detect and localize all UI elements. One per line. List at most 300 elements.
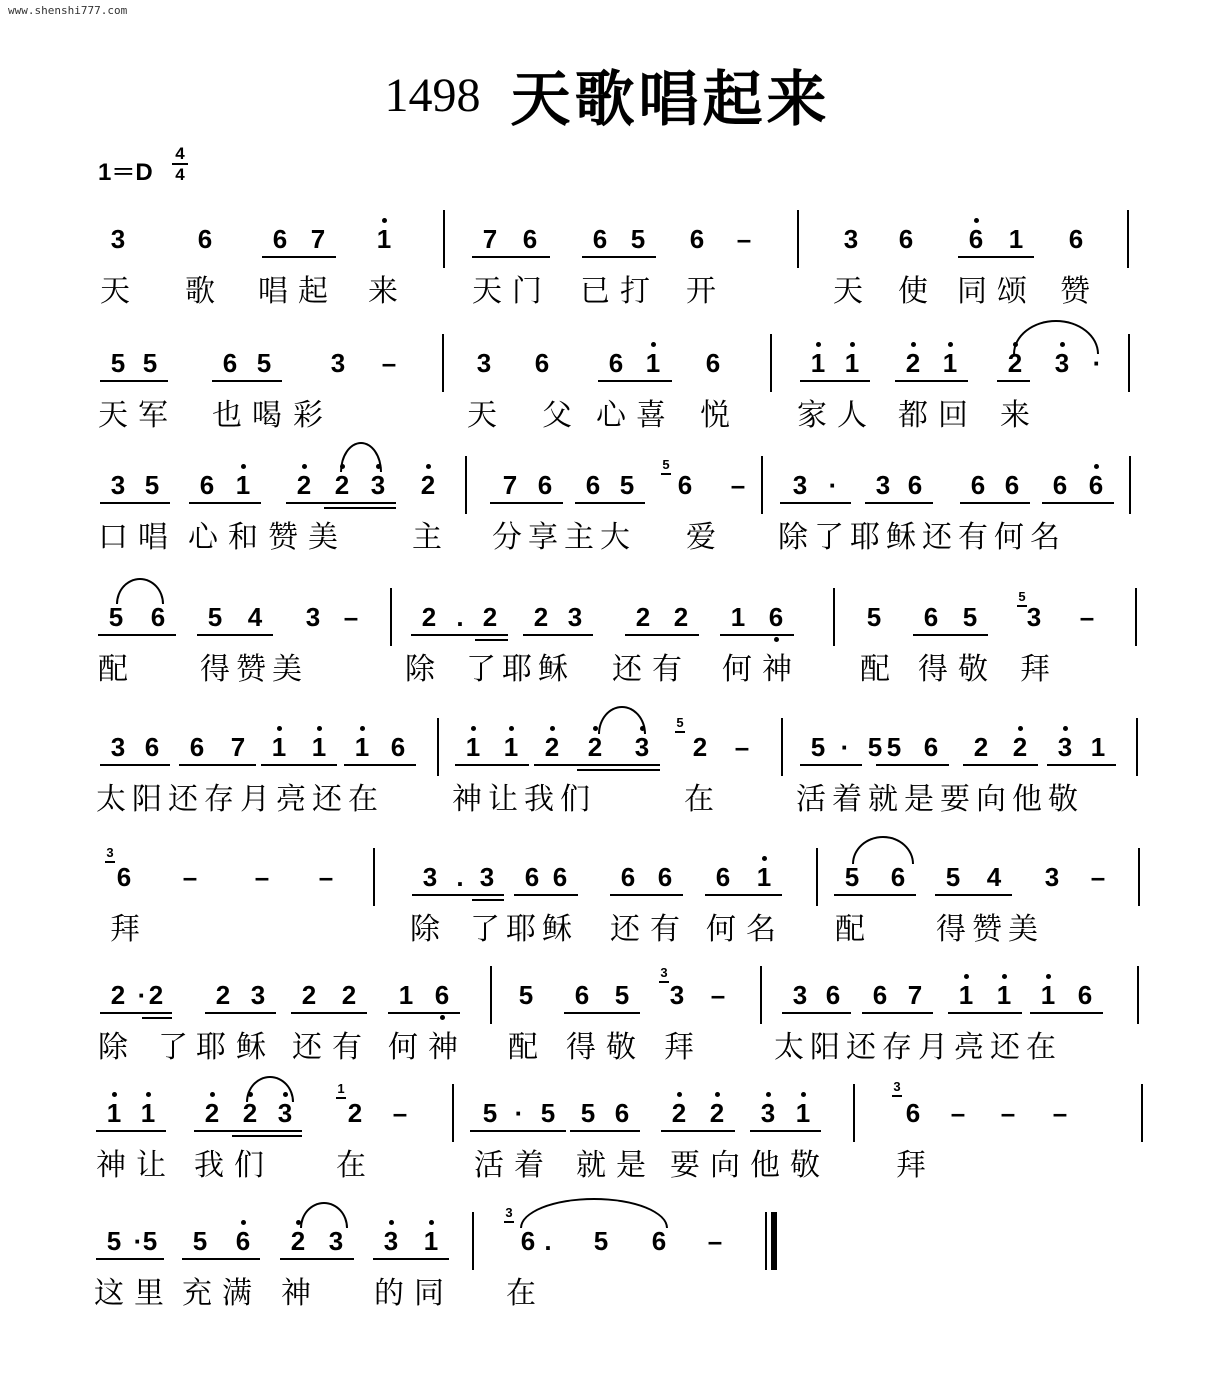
note: 1: [94, 1098, 134, 1128]
note: 5: [518, 980, 534, 1010]
lyrics-row: [0, 1276, 1215, 1316]
beam-line: [96, 1258, 164, 1260]
lyric: 来: [368, 274, 398, 309]
lyric: 除: [405, 652, 435, 687]
grace-note: 3: [891, 1080, 903, 1093]
note: –: [707, 1226, 723, 1256]
note: 5: [630, 224, 646, 254]
note: 6: [890, 862, 906, 892]
beam-line: [865, 502, 933, 504]
note: 2: [110, 980, 126, 1010]
note: 2: [322, 470, 362, 500]
note: ·: [133, 1226, 143, 1256]
barline: [760, 966, 762, 1024]
note: .: [544, 1226, 552, 1256]
beam-line: [750, 1130, 821, 1132]
beam-line: [232, 1135, 302, 1137]
note: –: [950, 1098, 966, 1128]
beam-line: [412, 894, 504, 896]
barline: [443, 210, 445, 268]
note: 3: [1026, 602, 1042, 632]
lyric: 心和: [188, 520, 268, 555]
lyrics-row: [0, 652, 1215, 692]
note: 1: [744, 862, 784, 892]
note: –: [392, 1098, 408, 1128]
lyric: 主: [412, 520, 442, 555]
note: 5: [142, 1226, 158, 1256]
lyric: 来: [1000, 398, 1030, 433]
note: 6: [199, 470, 215, 500]
note: 5: [614, 980, 630, 1010]
lyrics-row: [0, 1148, 1215, 1188]
lyric: 神让我们: [452, 782, 596, 817]
beam-line: [100, 764, 170, 766]
note: 1: [946, 980, 986, 1010]
slur-arc: [520, 1198, 668, 1228]
note: –: [1090, 862, 1106, 892]
note: 3: [305, 602, 321, 632]
beam-line: [1042, 502, 1114, 504]
note: 1: [1028, 980, 1068, 1010]
lyric: 已打: [580, 274, 660, 309]
lyric: 都回: [898, 398, 978, 433]
slur-arc: [116, 578, 164, 604]
beam-line: [212, 380, 282, 382]
slur-arc: [598, 706, 646, 734]
lyric: 同颂: [957, 274, 1037, 309]
watermark: www.shenshi777.com: [8, 4, 128, 17]
note: 6: [189, 732, 205, 762]
grace-note: 3: [503, 1206, 515, 1219]
lyric: 配: [860, 652, 890, 687]
note: 4: [986, 862, 1002, 892]
beam-line: [455, 764, 529, 766]
note: 1: [633, 348, 673, 378]
meter-top: 4: [172, 144, 188, 165]
note: 6: [524, 862, 540, 892]
note: 6: [197, 224, 213, 254]
lyric: 拜: [110, 912, 140, 947]
barline: [1127, 210, 1129, 268]
barline: [1128, 334, 1130, 392]
beam-line: [472, 899, 504, 901]
note: 6: [150, 602, 166, 632]
barline: [1138, 848, 1140, 906]
lyric: 这里: [94, 1276, 174, 1311]
beam-line: [205, 1012, 276, 1014]
note: 5: [866, 602, 882, 632]
note: –: [736, 224, 752, 254]
lyric: 何名: [706, 912, 786, 947]
barline: [770, 334, 772, 392]
note: 2: [278, 1226, 318, 1256]
grace-note: 5: [674, 716, 686, 729]
note: 6: [905, 1098, 921, 1128]
note: 3: [1045, 732, 1085, 762]
note: 1: [223, 470, 263, 500]
note: 4: [247, 602, 263, 632]
note: 3: [110, 470, 126, 500]
note: –: [710, 980, 726, 1010]
barline: [761, 456, 763, 514]
note: –: [381, 348, 397, 378]
beam-line: [388, 1012, 460, 1014]
beam-line: [197, 634, 273, 636]
beam-line: [575, 502, 645, 504]
slur-arc: [852, 836, 914, 864]
beam-line: [280, 1258, 354, 1260]
slur-arc: [300, 1202, 348, 1228]
lyric: 就是: [576, 1148, 656, 1183]
lyric: 配: [835, 912, 865, 947]
barline: [1137, 966, 1139, 1024]
lyric: 了耶稣: [470, 912, 578, 947]
note: 6: [677, 470, 693, 500]
beam-line: [895, 380, 968, 382]
note: 1: [398, 980, 414, 1010]
note: ·: [828, 470, 838, 500]
note: 5: [207, 602, 223, 632]
note: 2: [301, 980, 317, 1010]
note: 3: [875, 470, 891, 500]
note: 5: [144, 470, 160, 500]
lyric: 还有: [610, 912, 690, 947]
note: 5: [482, 1098, 498, 1128]
note: 6: [390, 732, 406, 762]
note: 6: [923, 732, 939, 762]
beam-line: [948, 1012, 1022, 1014]
lyric: 拜: [664, 1030, 694, 1065]
beam-line: [189, 502, 261, 504]
beam-line: [344, 764, 416, 766]
note: 3: [567, 602, 583, 632]
beam-line: [470, 1130, 566, 1132]
beam-line: [705, 894, 782, 896]
note: 5: [106, 1226, 122, 1256]
grace-note: 3: [104, 846, 116, 859]
note: 2: [697, 1098, 737, 1128]
beam-line: [96, 1130, 166, 1132]
note: 1: [1090, 732, 1106, 762]
note: –: [318, 862, 334, 892]
note: 6: [534, 348, 550, 378]
note: 5: [256, 348, 272, 378]
lyric: 父: [542, 398, 572, 433]
barline: [437, 718, 439, 776]
note: 6: [144, 732, 160, 762]
beam-line: [564, 1012, 640, 1014]
note: 2: [995, 348, 1035, 378]
song-name: 天歌唱起来: [510, 65, 831, 135]
note: 2: [408, 470, 448, 500]
note: 2: [893, 348, 933, 378]
note: 6: [756, 602, 796, 632]
notation-row: [0, 456, 1215, 516]
note: 2: [533, 602, 549, 632]
note: 1: [984, 980, 1024, 1010]
note: 3: [476, 348, 492, 378]
lyric: 唱起: [258, 274, 338, 309]
lyric: 在: [336, 1148, 366, 1183]
note: 7: [502, 470, 518, 500]
note: 2: [482, 602, 498, 632]
note: 6: [651, 1226, 667, 1256]
note: 1: [1008, 224, 1024, 254]
note: 6: [715, 862, 731, 892]
beam-line: [179, 764, 256, 766]
note: 2: [692, 732, 708, 762]
lyric: 配: [98, 652, 128, 687]
key-signature: 1＝D: [98, 159, 153, 186]
lyric: 拜: [896, 1148, 926, 1183]
barline: [833, 588, 835, 646]
beam-line: [262, 256, 336, 258]
lyric: 赞美: [268, 520, 348, 555]
note: 7: [230, 732, 246, 762]
lyric: 的同: [374, 1276, 454, 1311]
note: 6: [522, 224, 538, 254]
note: 2: [148, 980, 164, 1010]
meter-bottom: 4: [175, 165, 185, 184]
note: 3: [110, 224, 126, 254]
barline: [1141, 1084, 1143, 1142]
notation-row: [0, 210, 1215, 270]
lyrics-row: [0, 520, 1215, 560]
note: 1: [299, 732, 339, 762]
beam-line: [800, 764, 862, 766]
grace-note: 1: [335, 1082, 347, 1095]
note: 3: [371, 1226, 411, 1256]
note: 6: [272, 224, 288, 254]
note: 6: [1004, 470, 1020, 500]
lyric: 活着就是要向他敬: [796, 782, 1084, 817]
note: 6: [907, 470, 923, 500]
note: 5: [619, 470, 635, 500]
note: 5: [867, 732, 883, 762]
lyric: 拜: [1020, 652, 1050, 687]
beam-line: [958, 256, 1034, 258]
beam-line: [577, 769, 660, 771]
note: –: [1079, 602, 1095, 632]
note: 5: [945, 862, 961, 892]
lyric: 爱: [686, 520, 716, 555]
note: 6: [970, 470, 986, 500]
beam-line: [373, 1258, 449, 1260]
beam-line: [291, 1012, 367, 1014]
beam-line: [997, 380, 1030, 382]
barline: [472, 1212, 474, 1270]
lyric: 口唱: [98, 520, 178, 555]
barline: [1136, 718, 1138, 776]
note: 5: [886, 732, 902, 762]
note: 2: [230, 1098, 270, 1128]
note: 3: [792, 470, 808, 500]
beam-line: [100, 1012, 172, 1014]
lyric: 也喝: [212, 398, 292, 433]
lyric: 了耶稣: [466, 652, 574, 687]
lyric: 何神: [722, 652, 802, 687]
beam-line: [625, 634, 699, 636]
note: 3: [792, 980, 808, 1010]
note: 3: [748, 1098, 788, 1128]
note: 6: [1068, 224, 1084, 254]
lyric: 赞: [1060, 274, 1090, 309]
beam-line: [411, 634, 508, 636]
note: ·: [840, 732, 850, 762]
note: 5: [962, 602, 978, 632]
note: 5: [593, 1226, 609, 1256]
note: 5: [110, 348, 126, 378]
note: 2: [673, 602, 689, 632]
note: 5: [108, 602, 124, 632]
lyric: 了: [158, 1030, 188, 1065]
lyric: 太阳还存月亮还在: [774, 1030, 1062, 1065]
note: 2: [284, 470, 324, 500]
note: 3: [1044, 862, 1060, 892]
note: 1: [491, 732, 531, 762]
lyric: 神: [281, 1276, 311, 1311]
beam-line: [610, 894, 683, 896]
note: 6: [574, 980, 590, 1010]
lyric: 在: [684, 782, 714, 817]
note: 3: [843, 224, 859, 254]
beam-line: [523, 634, 593, 636]
lyric: 天: [833, 274, 863, 309]
notation-row: [0, 848, 1215, 908]
beam-line: [876, 764, 949, 766]
note: 3: [358, 470, 398, 500]
lyric: 还有: [292, 1030, 372, 1065]
lyric: 分享主大: [492, 520, 636, 555]
beam-line: [661, 1130, 735, 1132]
notation-row: [0, 1084, 1215, 1144]
note: 1: [364, 224, 404, 254]
beam-line: [100, 502, 170, 504]
barline: [452, 1084, 454, 1142]
beam-line: [98, 634, 176, 636]
lyrics-row: [0, 274, 1215, 314]
note: –: [254, 862, 270, 892]
note: 2: [192, 1098, 232, 1128]
note: 1: [798, 348, 838, 378]
beam-line: [286, 502, 396, 504]
note: 6: [1077, 980, 1093, 1010]
lyric: 得敬: [566, 1030, 646, 1065]
note: 1: [832, 348, 872, 378]
note: 6: [705, 348, 721, 378]
note: 3: [265, 1098, 305, 1128]
lyric: 天军: [98, 398, 178, 433]
barline: [797, 210, 799, 268]
note: 5: [810, 732, 826, 762]
note: 3: [622, 732, 662, 762]
note: 1: [128, 1098, 168, 1128]
lyric: 除: [98, 1030, 128, 1065]
beam-line: [142, 1017, 172, 1019]
note: 6: [657, 862, 673, 892]
note: –: [182, 862, 198, 892]
barline: [442, 334, 444, 392]
note: 3: [669, 980, 685, 1010]
lyric: 天: [100, 274, 130, 309]
beam-line: [324, 507, 396, 509]
lyrics-row: [0, 782, 1215, 822]
lyric: 天: [467, 398, 497, 433]
lyric: 神让: [96, 1148, 176, 1183]
note: 6: [898, 224, 914, 254]
beam-line: [963, 764, 1038, 766]
note: 3: [250, 980, 266, 1010]
beam-line: [782, 1012, 851, 1014]
beam-line: [582, 256, 656, 258]
note: 7: [310, 224, 326, 254]
note: 6: [608, 348, 624, 378]
lyric: 要向: [670, 1148, 750, 1183]
note: 6: [116, 862, 132, 892]
beam-line: [598, 380, 672, 382]
barline: [1129, 456, 1131, 514]
note: 3: [330, 348, 346, 378]
barline: [465, 456, 467, 514]
barline: [390, 588, 392, 646]
lyric: 心喜: [596, 398, 676, 433]
lyric: 除了耶稣还有何名: [778, 520, 1066, 555]
lyric: 家人: [797, 398, 877, 433]
beam-line: [261, 764, 337, 766]
beam-line: [935, 894, 1012, 896]
note: 5: [142, 348, 158, 378]
notation-row: [0, 588, 1215, 648]
note: 7: [907, 980, 923, 1010]
note: 2: [575, 732, 615, 762]
beam-line: [100, 380, 168, 382]
note: 2: [532, 732, 572, 762]
time-signature: [172, 144, 188, 184]
note: 2: [215, 980, 231, 1010]
note: 6: [923, 602, 939, 632]
note: 6: [825, 980, 841, 1010]
lyric: 活着: [474, 1148, 554, 1183]
note: 7: [482, 224, 498, 254]
note: 6: [872, 980, 888, 1010]
note: 3: [328, 1226, 344, 1256]
beam-line: [570, 1130, 640, 1132]
beam-line: [780, 502, 851, 504]
lyrics-row: [0, 912, 1215, 952]
note: 6: [614, 1098, 630, 1128]
note: 5: [844, 862, 860, 892]
barline: [490, 966, 492, 1024]
note: 6: [552, 862, 568, 892]
beam-line: [862, 1012, 933, 1014]
slur-arc: [340, 442, 382, 472]
note: 1: [342, 732, 382, 762]
note: 2: [1000, 732, 1040, 762]
hymn-number: 1498: [384, 68, 481, 122]
slur-arc: [246, 1076, 294, 1102]
lyrics-row: [0, 1030, 1215, 1070]
note: 6: [956, 224, 996, 254]
grace-note: 5: [660, 458, 672, 471]
lyric: 耶稣: [196, 1030, 276, 1065]
note: –: [730, 470, 746, 500]
note: 2: [341, 980, 357, 1010]
barline: [1135, 588, 1137, 646]
note: 6: [585, 470, 601, 500]
lyric: 使: [898, 274, 928, 309]
lyric: 得敬: [918, 652, 998, 687]
note: 3: [1042, 348, 1082, 378]
